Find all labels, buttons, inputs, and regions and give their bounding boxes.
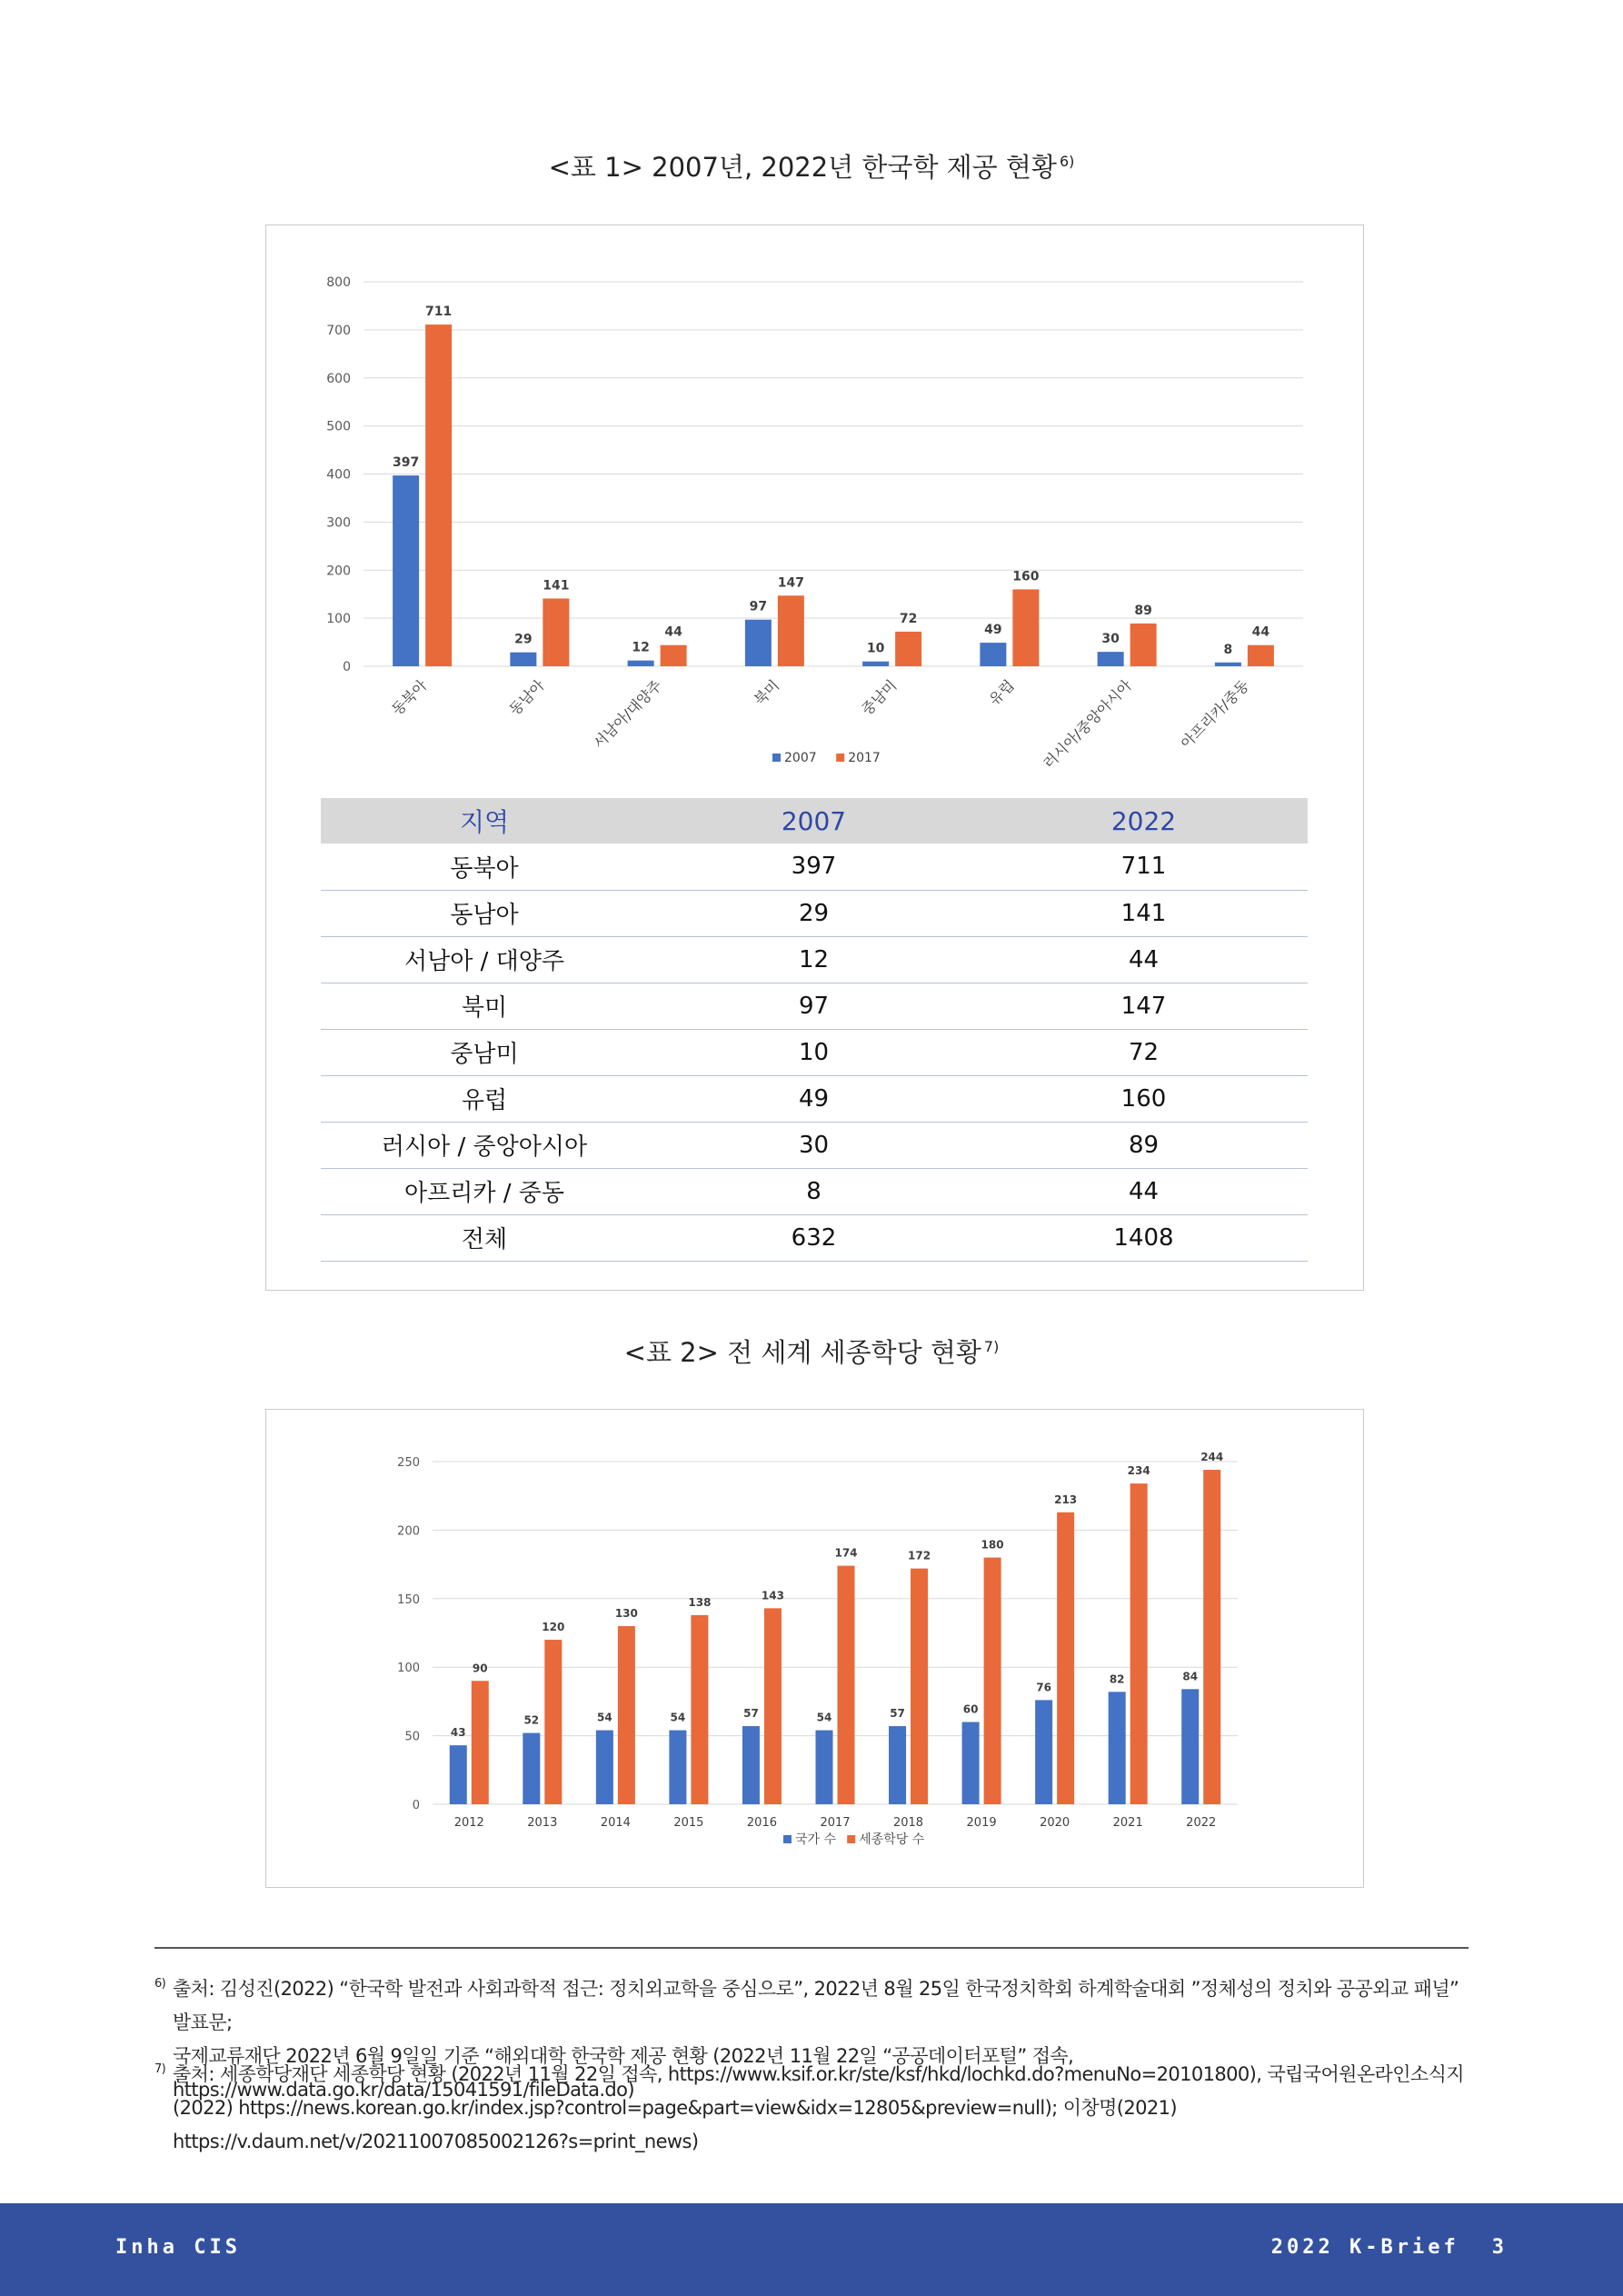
x-tick-label: 2017: [820, 1816, 851, 1830]
x-tick-label: 2016: [746, 1816, 778, 1830]
data-label: 44: [664, 624, 682, 640]
data-label: 180: [981, 1538, 1004, 1552]
cell-region: 동북아: [321, 844, 648, 890]
bar-세종학당-수: [838, 1566, 855, 1804]
cell-2022: 72: [980, 1029, 1308, 1075]
y-tick-label: 0: [412, 1799, 420, 1812]
table-row: [321, 1029, 1308, 1075]
bar-2007: [510, 653, 536, 666]
x-tick-label: 유럽: [985, 676, 1018, 709]
y-tick-label: 0: [343, 660, 351, 674]
table2-caption: [0, 1333, 1623, 1370]
legend-swatch: [772, 754, 781, 762]
bar-세종학당-수: [472, 1681, 489, 1804]
page-number: 3: [1491, 2236, 1508, 2259]
footer-brand: Inha CIS: [115, 2236, 241, 2259]
cell-region: 전체: [321, 1214, 648, 1261]
x-tick-label: 2013: [527, 1816, 558, 1830]
cell-region: 동남아: [321, 890, 648, 936]
bar-2017: [543, 598, 569, 666]
legend-label: 국가 수: [795, 1832, 837, 1847]
legend-swatch: [836, 754, 844, 762]
page-footer: [0, 2203, 1623, 2296]
table-row: [321, 936, 1308, 983]
cell-2007: 10: [648, 1029, 980, 1075]
bar-2017: [1130, 624, 1157, 666]
bar-국가-수: [450, 1745, 467, 1804]
table1-caption-text: <표 1> 2007년, 2022년 한국학 제공 현황: [548, 152, 1057, 183]
data-label: 57: [743, 1707, 759, 1721]
cell-2007: 12: [648, 936, 980, 983]
footnote-line: https://v.daum.net/v/20211007085002126?s=print_news): [173, 2131, 699, 2152]
data-label: 130: [614, 1606, 638, 1620]
data-label: 8: [1223, 642, 1233, 657]
bar-국가-수: [816, 1731, 833, 1804]
data-label: 60: [962, 1702, 979, 1716]
cell-2007: 29: [648, 890, 980, 936]
x-tick-label: 2014: [600, 1816, 631, 1830]
bar-국가-수: [889, 1726, 906, 1804]
data-label: 244: [1200, 1451, 1224, 1464]
cell-2022: 160: [980, 1075, 1308, 1122]
bar-세종학당-수: [1203, 1470, 1220, 1804]
footnote-divider: [154, 1947, 1469, 1949]
footer-publication: [1271, 2236, 1508, 2259]
bar-2007: [980, 643, 1006, 666]
data-label: 12: [632, 640, 650, 655]
bar-2017: [661, 645, 687, 666]
cell-2007: 8: [648, 1168, 980, 1214]
bar-세종학당-수: [911, 1569, 928, 1804]
legend-label: 2017: [848, 751, 881, 765]
table-row: [321, 1075, 1308, 1122]
cell-2007: 49: [648, 1075, 980, 1122]
x-tick-label: 동남아: [505, 676, 548, 719]
data-label: 29: [514, 632, 533, 647]
table2-caption-text: <표 2> 전 세계 세종학당 현황: [623, 1337, 981, 1368]
table-row: [321, 1168, 1308, 1214]
bar-2007: [628, 661, 654, 666]
table-row: [321, 890, 1308, 936]
cell-2022: 89: [980, 1122, 1308, 1168]
cell-region: 러시아 / 중앙아시아: [321, 1122, 648, 1168]
table-row: [321, 1122, 1308, 1168]
x-tick-label: 북미: [750, 676, 783, 709]
bar-국가-수: [523, 1733, 540, 1804]
cell-2007: 632: [648, 1214, 980, 1261]
cell-2022: 1408: [980, 1214, 1308, 1261]
table2-footnote-ref: 7): [983, 1338, 1000, 1356]
data-label: 57: [890, 1707, 905, 1721]
bar-2007: [862, 662, 889, 666]
data-label: 52: [523, 1713, 540, 1727]
bar-국가-수: [962, 1722, 980, 1804]
bar-세종학당-수: [544, 1640, 562, 1804]
y-tick-label: 800: [326, 275, 351, 290]
cell-2007: 97: [648, 983, 980, 1029]
bar-2017: [895, 632, 921, 666]
data-label: 97: [749, 599, 768, 614]
cell-2007: 397: [648, 844, 980, 890]
footnote-number: 7): [154, 2062, 166, 2076]
x-tick-label: 2021: [1112, 1816, 1143, 1830]
data-label: 54: [816, 1711, 832, 1724]
bar-세종학당-수: [1057, 1512, 1074, 1804]
table1-caption: [0, 147, 1623, 185]
y-tick-label: 150: [397, 1592, 420, 1607]
cell-2022: 141: [980, 890, 1308, 936]
cell-2022: 147: [980, 983, 1308, 1029]
data-label: 141: [543, 578, 570, 594]
bar-세종학당-수: [618, 1626, 635, 1804]
cell-region: 서남아 / 대양주: [321, 936, 648, 983]
data-label: 234: [1127, 1464, 1150, 1478]
bar-국가-수: [596, 1731, 613, 1804]
table-header-row: [321, 798, 1308, 844]
x-tick-label: 아프리카/중동: [1177, 676, 1253, 753]
bar-2007: [1098, 652, 1124, 666]
bar-세종학당-수: [984, 1558, 1001, 1804]
y-tick-label: 100: [397, 1662, 420, 1676]
column-header-2022: 2022: [980, 798, 1308, 844]
data-label: 10: [866, 641, 885, 656]
footnote-7: [154, 2058, 1472, 2159]
bar-2007: [393, 475, 419, 666]
cell-region: 중남미: [321, 1029, 648, 1075]
x-tick-label: 러시아/중앙아시아: [1040, 676, 1135, 773]
data-label: 397: [393, 455, 420, 471]
footnote-line: 출처: 김성진(2022) “한국학 발전과 사회과학적 접근: 정치외교학을 중심으로”, 2022년 8월 25일 한국정치학회 하계학술대회 ”정체성의 정치와 공공외교 패널” 발표문;: [173, 1978, 1459, 2033]
table-total-row: [321, 1214, 1308, 1261]
data-label: 138: [688, 1595, 712, 1609]
data-label: 120: [542, 1621, 565, 1634]
legend-swatch: [847, 1835, 855, 1843]
x-tick-label: 동북아: [388, 676, 431, 719]
y-tick-label: 200: [326, 564, 351, 579]
cell-region: 아프리카 / 중동: [321, 1168, 648, 1214]
bar-국가-수: [1109, 1692, 1126, 1804]
legend-swatch: [783, 1835, 792, 1843]
bar-2007: [745, 620, 772, 666]
y-tick-label: 50: [404, 1730, 420, 1744]
cell-2022: 711: [980, 844, 1308, 890]
bar-세종학당-수: [764, 1608, 782, 1804]
y-tick-label: 200: [397, 1524, 420, 1539]
region-bar-chart: [273, 264, 1354, 791]
bar-국가-수: [742, 1726, 760, 1804]
bar-2017: [778, 595, 804, 666]
footer-title: 2022 K-Brief: [1270, 2236, 1459, 2259]
x-tick-label: 2015: [673, 1816, 704, 1830]
footnote-line: (2022) https://news.korean.go.kr/index.jsp?control=page&part=view&idx=12805&preview=null); 이창명(2021): [173, 2097, 1178, 2119]
data-label: 43: [450, 1726, 466, 1740]
x-tick-label: 서남아/대양주: [590, 676, 665, 753]
y-tick-label: 500: [326, 419, 351, 434]
y-tick-label: 300: [326, 515, 351, 531]
x-tick-label: 2012: [453, 1816, 484, 1830]
footnote-number: 6): [154, 1977, 166, 1991]
data-label: 90: [472, 1662, 488, 1675]
data-label: 82: [1109, 1672, 1125, 1686]
data-label: 172: [908, 1549, 931, 1562]
x-tick-label: 2020: [1040, 1816, 1070, 1830]
y-tick-label: 400: [326, 467, 351, 483]
x-tick-label: 2019: [966, 1816, 997, 1830]
x-tick-label: 2018: [892, 1816, 924, 1830]
table1-footnote-ref: 6): [1059, 153, 1075, 171]
data-label: 30: [1101, 632, 1120, 647]
data-label: 213: [1054, 1492, 1078, 1506]
column-header-2007: 2007: [648, 798, 980, 844]
sejong-bar-chart: [273, 1427, 1354, 1863]
data-label: 84: [1182, 1670, 1199, 1683]
cell-region: 북미: [321, 983, 648, 1029]
data-label: 147: [777, 575, 804, 591]
table-row: [321, 983, 1308, 1029]
data-label: 49: [984, 623, 1002, 638]
x-tick-label: 중남미: [858, 676, 901, 719]
bar-2017: [1248, 645, 1274, 666]
data-label: 54: [670, 1711, 686, 1724]
data-label: 160: [1012, 569, 1040, 584]
region-table: [321, 798, 1308, 1262]
data-label: 54: [597, 1711, 612, 1724]
cell-2022: 44: [980, 936, 1308, 983]
bar-국가-수: [1035, 1700, 1052, 1804]
y-tick-label: 700: [326, 323, 351, 338]
y-tick-label: 100: [326, 612, 351, 627]
y-tick-label: 250: [397, 1456, 420, 1470]
x-tick-label: 2022: [1186, 1816, 1217, 1830]
data-label: 143: [761, 1589, 784, 1602]
data-label: 44: [1251, 624, 1270, 640]
footnote-line: 국제교류재단 2022년 6월 9일일 기준 “해외대학 한국학 제공 현황 (2022년 11월 22일 “공공데이터포털” 접속, https://www.data.go.kr/data/15041591/fileData.do): [173, 2045, 1074, 2101]
bar-세종학당-수: [691, 1615, 708, 1804]
footnote-line: 출처: 세종학당재단 세종학당 현황 (2022년 11월 22일 접속, https://www.ksif.or.kr/ste/ksf/hkd/lochkd.do?menuNo=20101800), 국립국어원온라인소식지: [173, 2063, 1464, 2085]
table-row: [321, 844, 1308, 890]
column-header-region: 지역: [321, 798, 648, 844]
legend-label: 세종학당 수: [859, 1832, 925, 1847]
bar-세종학당-수: [1130, 1483, 1148, 1804]
data-label: 76: [1036, 1681, 1051, 1694]
bar-2007: [1215, 663, 1241, 666]
y-tick-label: 600: [326, 371, 351, 386]
cell-2007: 30: [648, 1122, 980, 1168]
bar-2017: [425, 324, 452, 666]
data-label: 174: [834, 1546, 858, 1560]
legend-label: 2007: [784, 751, 817, 765]
cell-2022: 44: [980, 1168, 1308, 1214]
bar-국가-수: [669, 1731, 686, 1804]
data-label: 711: [425, 304, 453, 320]
bar-2017: [1012, 589, 1039, 666]
cell-region: 유럽: [321, 1075, 648, 1122]
data-label: 72: [899, 611, 918, 626]
data-label: 89: [1134, 603, 1152, 618]
bar-국가-수: [1181, 1689, 1199, 1804]
